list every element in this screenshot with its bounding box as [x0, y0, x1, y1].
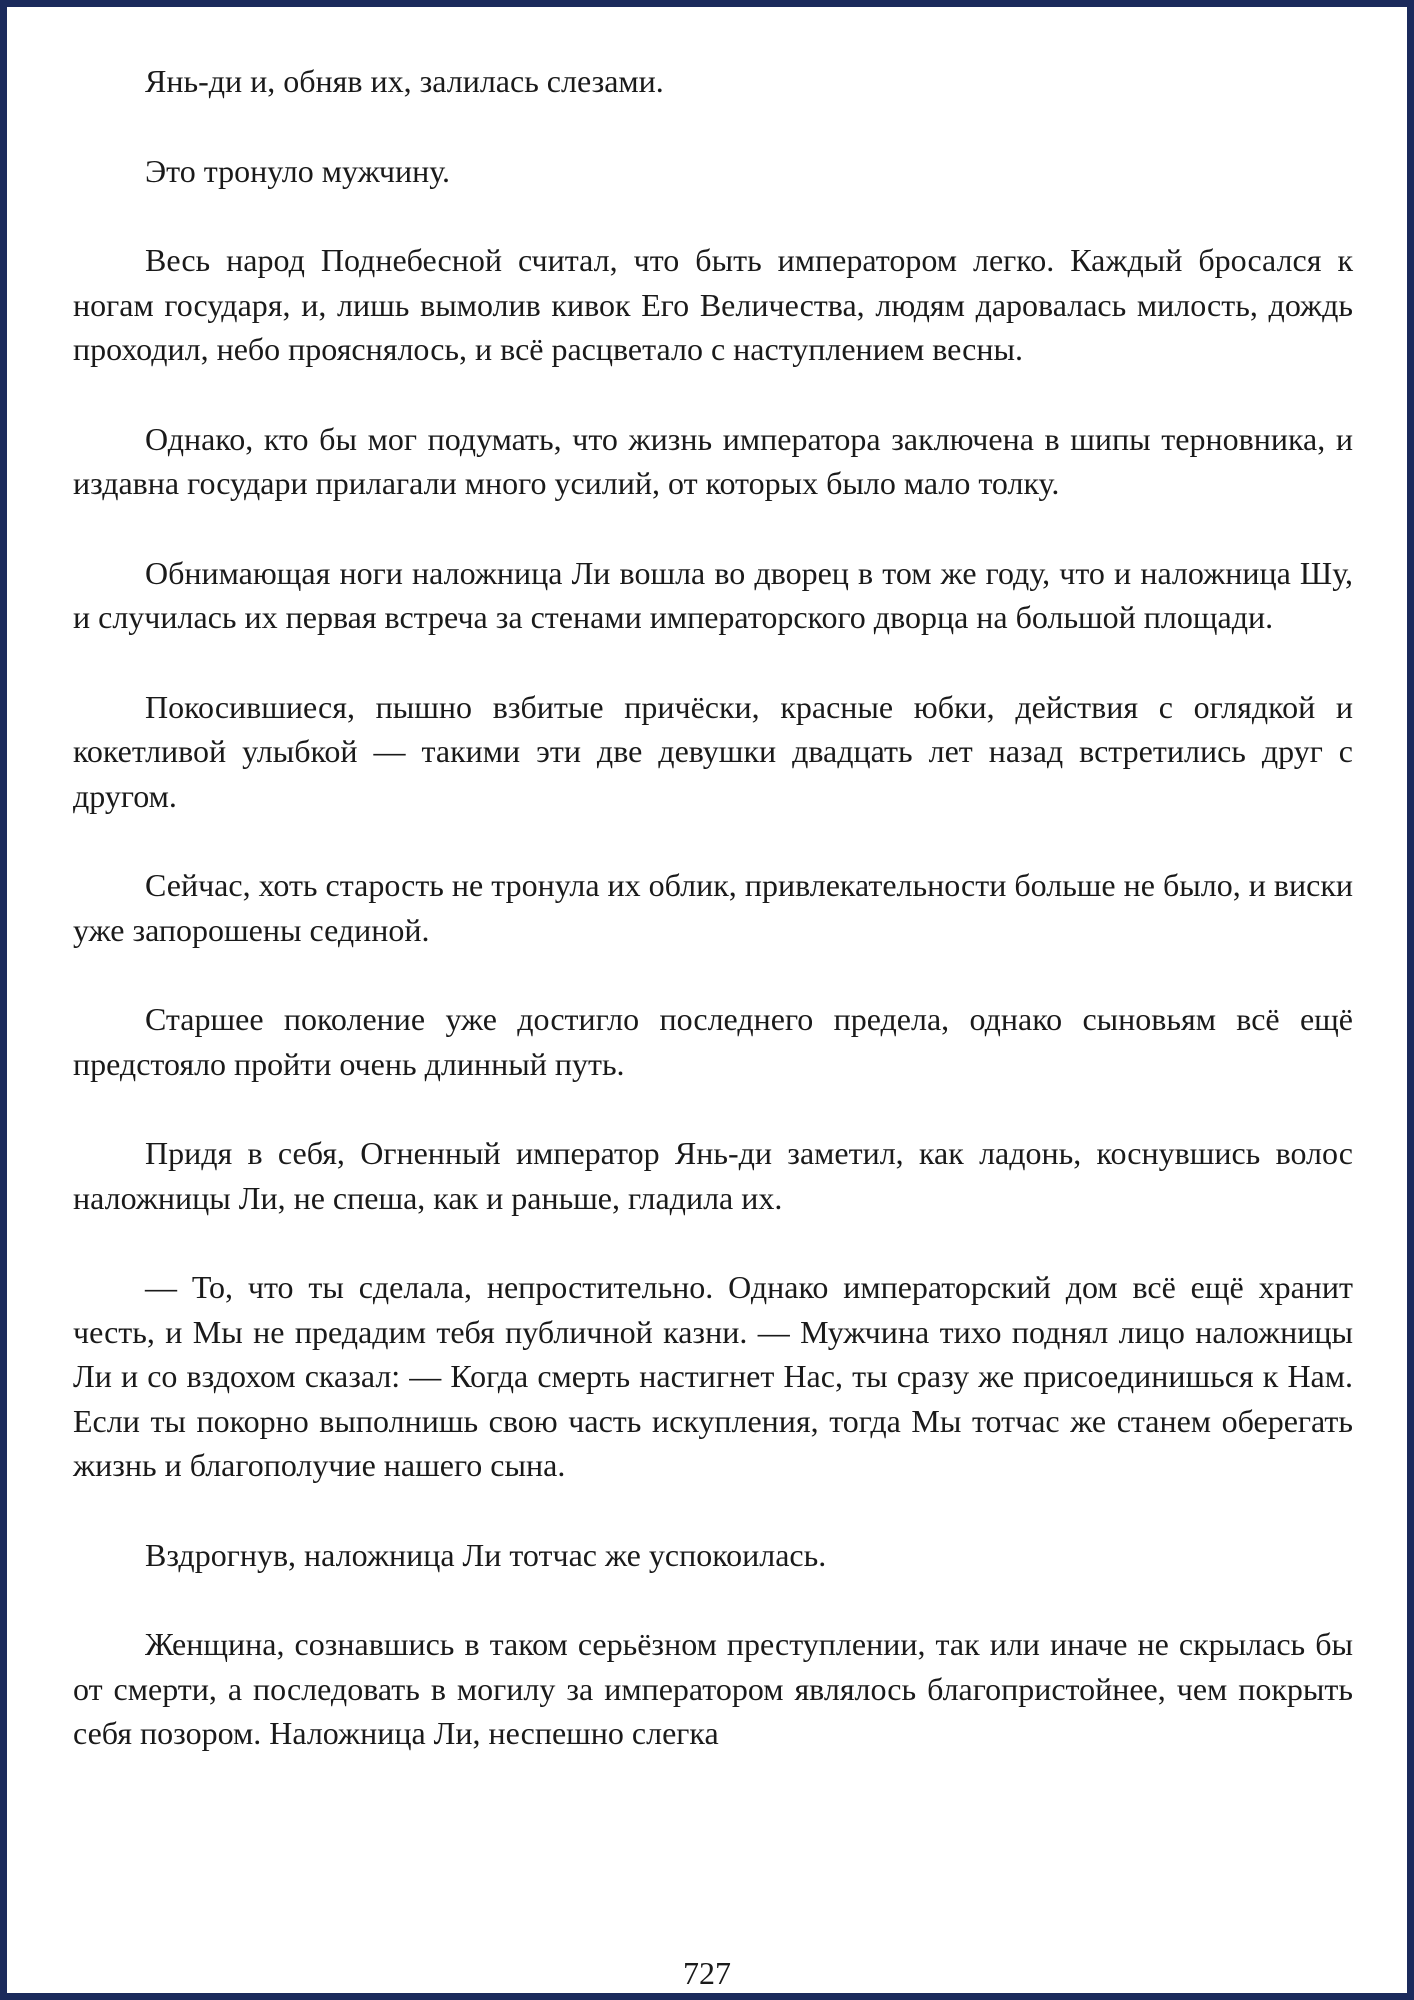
paragraph: Однако, кто бы мог подумать, что жизнь императора заключена в шипы терновника, и издавна государи прилагали много усилий, от которых было мало толку. — [73, 420, 1353, 501]
paragraph: Янь-ди и, обняв их, залилась слезами. — [145, 63, 664, 99]
book-page — [7, 7, 1407, 1993]
paragraph: Вздрогнув, наложница Ли тотчас же успокоилась. — [145, 1536, 827, 1573]
paragraph: Это тронуло мужчину. — [145, 152, 451, 189]
paragraph: Женщина, сознавшись в таком серьёзном преступлении, так или иначе не скрылась бы от смерти, а последовать в могилу за императором являлось благопристойнее, чем покрыть себя позором. Наложница Ли, неспешно слегка — [73, 1626, 1353, 1751]
paragraph: Старшее поколение уже достигло последнего предела, однако сыновьям всё ещё предстояло пройти очень длинный путь. — [73, 1001, 1353, 1082]
page-number: 727 — [683, 1955, 731, 1991]
paragraph: — То, что ты сделала, непростительно. Однако императорский дом всё ещё хранит честь, и Мы не предадим тебя публичной казни. — Мужчина тихо поднял лицо наложницы Ли и со вздохом сказал: — Когда смерть настигнет Нас, ты сразу же присоединишься к Нам. Если ты покорно выполнишь свою часть искупления, тогда Мы тотчас же станем оберегать жизнь и благополучие нашего сына. — [73, 1269, 1353, 1483]
paragraph: Придя в себя, Огненный император Янь-ди заметил, как ладонь, коснувшись волос наложницы Ли, не спеша, как и раньше, гладила их. — [73, 1135, 1353, 1216]
paragraph: Весь народ Поднебесной считал, что быть императором легко. Каждый бросался к ногам государя, и, лишь вымолив кивок Его Величества, людям даровалась милость, дождь проходил, небо прояснялось, и всё расцветало с наступлением весны. — [73, 242, 1353, 367]
paragraph: Обнимающая ноги наложница Ли вошла во дворец в том же году, что и наложница Шу, и случилась их первая встреча за стенами императорского дворца на большой площади. — [73, 554, 1353, 635]
paragraph: Покосившиеся, пышно взбитые причёски, красные юбки, действия с оглядкой и кокетливой улыбкой — такими эти две девушки двадцать лет назад встретились друг с другом. — [73, 688, 1353, 814]
paragraph: Сейчас, хоть старость не тронула их облик, привлекательности больше не было, и виски уже запорошены сединой. — [73, 867, 1353, 948]
